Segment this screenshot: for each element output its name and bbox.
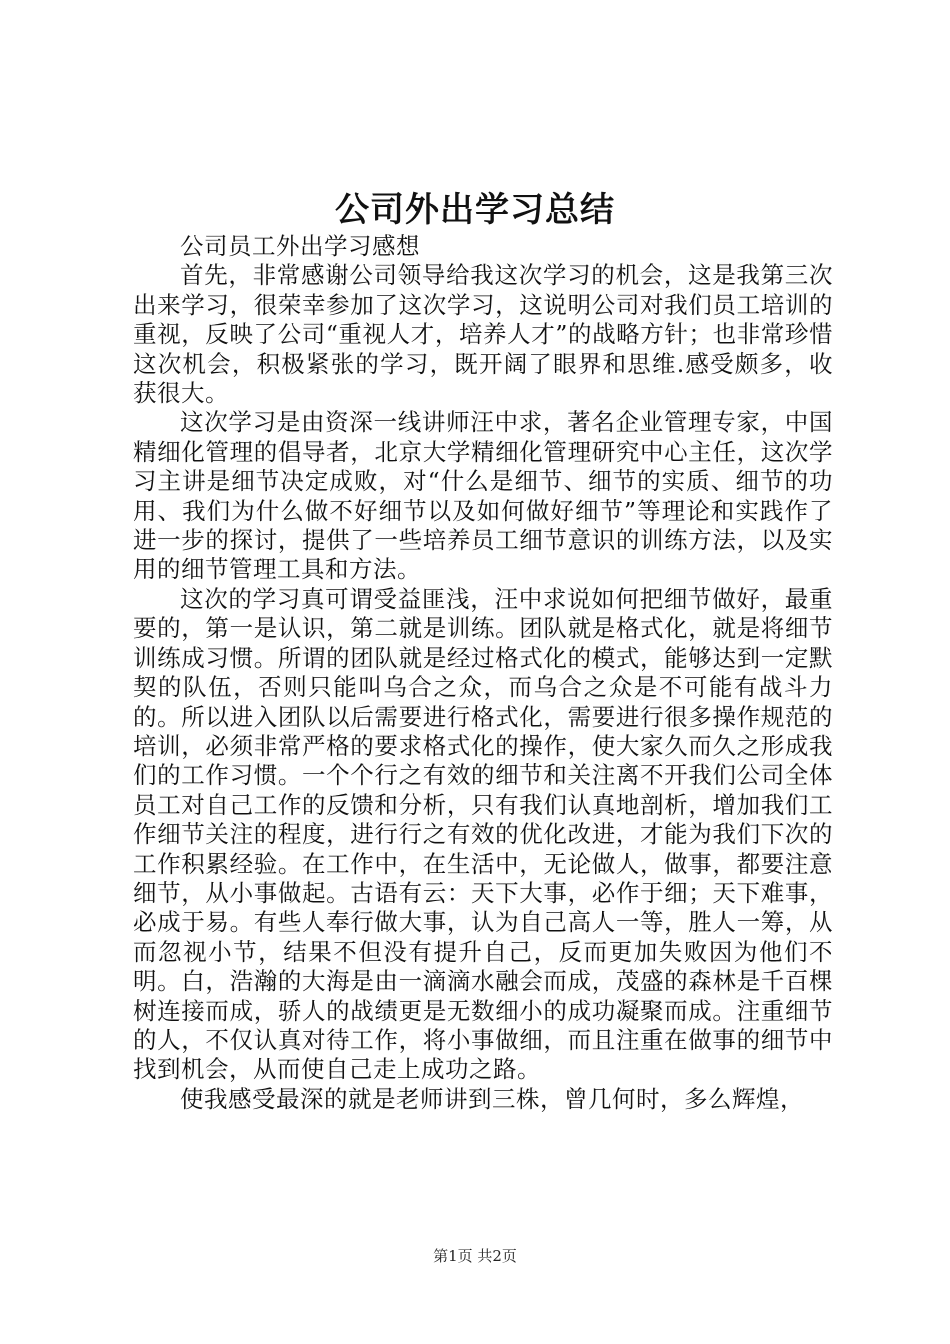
paragraph-4: 使我感受最深的就是老师讲到三株，曾几何时，多么辉煌， <box>180 1084 804 1113</box>
document-body <box>133 232 833 1114</box>
document-title: 公司外出学习总结 <box>335 190 615 230</box>
paragraph-3: 这次的学习真可谓受益匪浅，汪中求说如何把细节做好，最重要的，第一是认识，第二就是训练。团队就是格式化，就是将细节训练成习惯。所谓的团队就是经过格式化的模式，能够达到一定默契的队伍，否则只能叫乌合之众，而乌合之众是不可能有战斗力的。所以进入团队以后需要进行格式化，需要进行很多操作规范的培训，必须非常严格的要求格式化的操作，使大家久而久之形成我们的工作习惯。一个个行之有效的细节和关注离不开我们公司全体员工对自己工作的反馈和分析，只有我们认真地剖析，增加我们工作细节关注的程度，进行行之有效的优化改进，才能为我们下次的工作积累经验。在工作中，在生活中，无论做人，做事，都要注意细节，从小事做起。古语有云：天下大事，必作于细；天下难事，必成于易。有些人奉行做大事，认为自己高人一等，胜人一筹，从而忽视小节，结果不但没有提升自己，反而更加失败因为他们不明。白，浩瀚的大海是由一滴滴水融会而成，茂盛的森林是千百棵树连接而成，骄人的战绩更是无数细小的成功凝聚而成。注重细节的人，不仅认真对待工作，将小事做细，而且注重在做事的细节中找到机会，从而使自己走上成功之路。 <box>133 584 833 1084</box>
subtitle-line: 公司员工外出学习感想 <box>180 232 420 260</box>
page-number-footer: 第1页 共2页 <box>433 1247 517 1265</box>
paragraph-1: 首先，非常感谢公司领导给我这次学习的机会，这是我第三次出来学习，很荣幸参加了这次学习，这说明公司对我们员工培训的重视，反映了公司“重视人才，培养人才”的战略方针；也非常珍惜这次机会，积极紧张的学习，既开阔了眼界和思维.感受颇多，收获很大。 <box>133 261 833 408</box>
paragraph-2: 这次学习是由资深一线讲师汪中求，著名企业管理专家，中国精细化管理的倡导者，北京大学精细化管理研究中心主任，这次学习主讲是细节决定成败，对“什么是细节、细节的实质、细节的功用、我们为什么做不好细节以及如何做好细节”等理论和实践作了进一步的探讨，提供了一些培养员工细节意识的训练方法，以及实用的细节管理工具和方法。 <box>133 408 833 584</box>
